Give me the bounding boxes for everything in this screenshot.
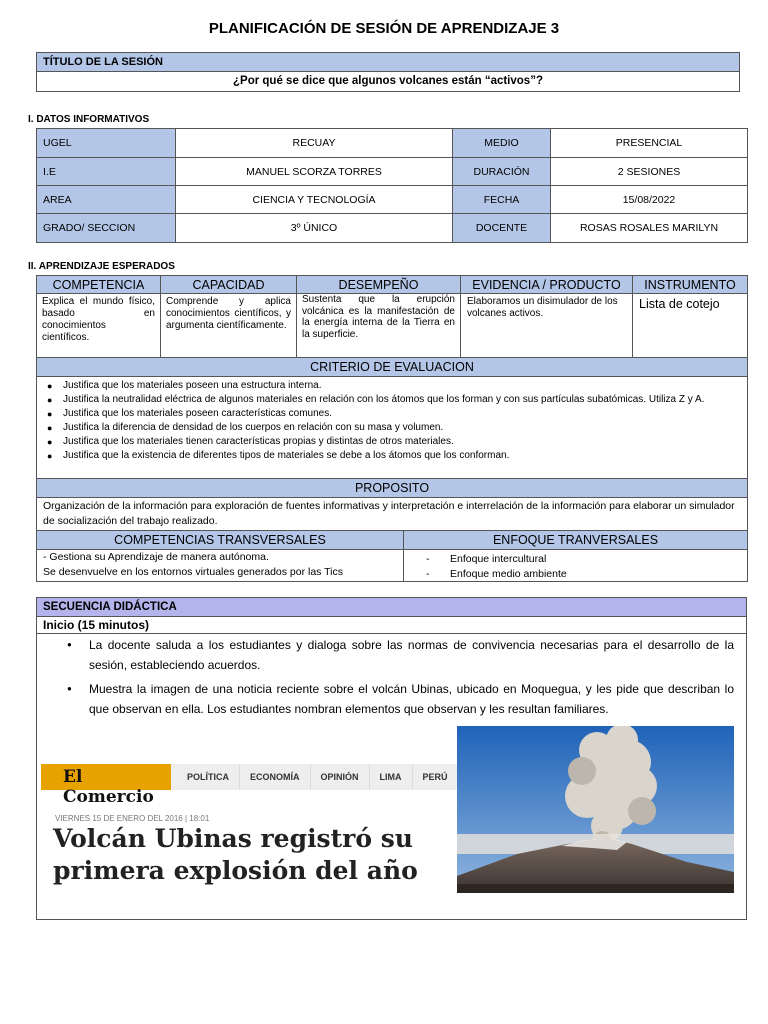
volcano-illustration <box>457 726 734 893</box>
cell-instrumento: Lista de cotejo <box>632 293 748 358</box>
datos-key: AREA <box>36 185 176 214</box>
secuencia-item: ● Muestra la imagen de una noticia reciente sobre el volcán Ubinas, ubicado en Moquegua, y les pide que describan lo que observan en ella. Los estudiantes nombran elementos que observan y les resultan familiares. <box>89 679 734 719</box>
news-brand: El Comercio <box>63 767 154 807</box>
enfoque-heading: ENFOQUE TRANVERSALES <box>403 530 748 550</box>
news-headline-1: Volcán Ubinas registró su <box>53 824 413 853</box>
comp-trans-box <box>36 549 404 582</box>
inicio-label: Inicio (15 minutos) <box>37 617 746 634</box>
datos-key: GRADO/ SECCION <box>36 213 176 243</box>
datos-value: MANUEL SCORZA TORRES <box>175 157 453 186</box>
datos-key: UGEL <box>36 128 176 158</box>
news-date: VIERNES 15 DE ENERO DEL 2016 | 18:01 <box>55 814 210 823</box>
hdr-competencia: COMPETENCIA <box>36 275 161 294</box>
secuencia-heading: SECUENCIA DIDÁCTICA <box>37 598 746 617</box>
datos-value2: 2 SESIONES <box>550 157 748 186</box>
datos-key2: DURACIÓN <box>452 157 551 186</box>
secuencia-item: ● La docente saluda a los estudiantes y dialoga sobre las normas de convivencia necesarias para el desarrollo de la sesión, estableciendo acuerdos. <box>89 635 734 675</box>
news-nav-item: ECONOMÍA <box>240 764 311 790</box>
volcano-photo <box>457 726 734 893</box>
news-nav-item: LIMA <box>370 764 413 790</box>
secuencia-list <box>37 635 734 719</box>
aprendizaje-heading: II. APRENDIZAJE ESPERADOS <box>28 261 175 272</box>
hdr-evidencia: EVIDENCIA / PRODUCTO <box>460 275 633 294</box>
criterio-item: ● Justifica que los materiales tienen características propias y distintas de otros materiales. <box>63 435 747 449</box>
criterio-item: ● Justifica que los materiales poseen características comunes. <box>63 407 747 421</box>
cell-competencia: Explica el mundo físico, basado en conocimientos científicos. <box>36 293 161 358</box>
secuencia-items-box <box>37 635 734 723</box>
datos-value2: PRESENCIAL <box>550 128 748 158</box>
criterio-list <box>37 379 747 463</box>
session-title-label: TÍTULO DE LA SESIÓN <box>37 53 739 72</box>
datos-value: CIENCIA Y TECNOLOGÍA <box>175 185 453 214</box>
proposito-text: Organización de la información para exploración de fuentes informativas y interpretación e interrelación de la información para elaborar un simulador de socialización del trabajo realizado. <box>36 497 748 531</box>
news-brand-bar <box>41 764 171 807</box>
criterio-item: ● Justifica la neutralidad eléctrica de algunos materiales en relación con los átomos que los forman y con sus partículas subatómicas. Utiliza Z y A. <box>63 393 747 407</box>
news-nav-item: PERÚ <box>413 764 459 790</box>
news-nav-item: OPINIÓN <box>311 764 370 790</box>
comp-trans-heading: COMPETENCIAS TRANSVERSALES <box>36 530 404 550</box>
proposito-heading: PROPOSITO <box>36 478 748 498</box>
enfoque-box <box>403 549 748 582</box>
criterio-item: ● Justifica que la existencia de diferentes tipos de materiales se debe a los átomos que los conforman. <box>63 449 747 463</box>
news-headline-2: primera explosión del año <box>53 856 418 885</box>
news-header-bar <box>41 764 459 807</box>
enfoque-2: - Enfoque medio ambiente <box>426 568 567 580</box>
session-title-value: ¿Por qué se dice que algunos volcanes están “activos”? <box>233 75 543 87</box>
session-title-box <box>36 52 740 92</box>
page-title: PLANIFICACIÓN DE SESIÓN DE APRENDIZAJE 3 <box>208 20 560 37</box>
criterio-list-box <box>36 376 748 479</box>
comp-trans-1: - Gestiona su Aprendizaje de manera autónoma. <box>43 551 269 563</box>
datos-value2: ROSAS ROSALES MARILYN <box>550 213 748 243</box>
criterio-heading: CRITERIO DE EVALUACION <box>36 357 748 377</box>
cell-capacidad: Comprende y aplica conocimientos científicos, y argumenta científicamente. <box>160 293 297 358</box>
datos-key2: MEDIO <box>452 128 551 158</box>
datos-key2: DOCENTE <box>452 213 551 243</box>
comp-trans-2: Se desenvuelve en los entornos virtuales generados por las Tics <box>43 566 344 578</box>
hdr-instrumento: INSTRUMENTO <box>632 275 748 294</box>
cell-evidencia: Elaboramos un disimulador de los volcanes activos. <box>460 293 633 358</box>
datos-value: 3º ÚNICO <box>175 213 453 243</box>
secuencia-box <box>36 597 747 920</box>
datos-key: I.E <box>36 157 176 186</box>
news-clipping <box>41 764 459 900</box>
hdr-capacidad: CAPACIDAD <box>160 275 297 294</box>
enfoque-1: - Enfoque intercultural <box>426 553 547 565</box>
hdr-desempeno: DESEMPEÑO <box>296 275 461 294</box>
datos-heading: I. DATOS INFORMATIVOS <box>28 114 150 125</box>
criterio-item: ● Justifica que los materiales poseen una estructura interna. <box>63 379 747 393</box>
news-nav-item: POLÍTICA <box>177 764 240 790</box>
datos-value: RECUAY <box>175 128 453 158</box>
datos-key2: FECHA <box>452 185 551 214</box>
datos-value2: 15/08/2022 <box>550 185 748 214</box>
news-nav <box>177 764 459 790</box>
cell-desempeno: Sustenta que la erupción volcánica es la manifestación de la energía interna de la Tierra en la superficie. <box>296 293 461 358</box>
criterio-item: ● Justifica la diferencia de densidad de los cuerpos en relación con su masa y volumen. <box>63 421 747 435</box>
